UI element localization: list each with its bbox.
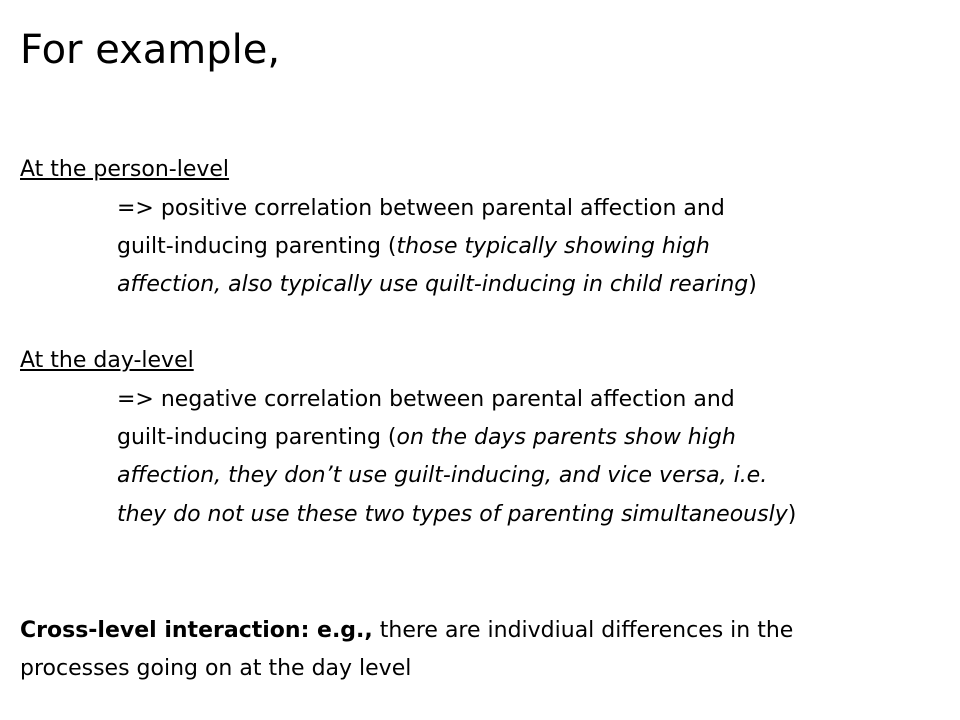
person-level-line-3 xyxy=(117,270,757,300)
person-level-heading: At the person-level xyxy=(20,157,230,182)
day-level-line-4-close: ) xyxy=(787,502,797,527)
slide-title: For example, xyxy=(20,27,281,73)
day-level-heading: At the day-level xyxy=(20,348,194,373)
person-level-line-3-italic: affection, also typically use quilt-inducing in child rearing xyxy=(117,272,749,297)
cross-level-line-1-text: there are indivdiual differences in the xyxy=(372,618,794,643)
day-level-line-3-italic: affection, they don’t use guilt-inducing, and vice versa, i.e. xyxy=(117,463,768,488)
cross-level-line-1 xyxy=(20,616,793,646)
person-level-line-2-italic: those typically showing high xyxy=(396,234,710,259)
person-level-line-2 xyxy=(117,232,710,262)
day-level-line-3 xyxy=(117,461,767,491)
person-level-line-1: => positive correlation between parental affection and xyxy=(117,196,725,221)
person-level-line-3-close: ) xyxy=(748,272,757,297)
cross-level-label: Cross-level interaction: e.g., xyxy=(20,618,373,643)
cross-level-line-2: processes going on at the day level xyxy=(20,656,412,681)
day-level-line-2-italic: on the days parents show high xyxy=(396,425,736,450)
day-level-line-2 xyxy=(117,423,736,453)
day-level-line-2-text: guilt-inducing parenting ( xyxy=(117,425,397,450)
person-level-line-2-text: guilt-inducing parenting ( xyxy=(117,234,397,259)
day-level-line-1: => negative correlation between parental affection and xyxy=(117,387,735,412)
day-level-line-4 xyxy=(117,500,796,530)
day-level-line-4-italic: they do not use these two types of parenting simultaneously xyxy=(117,502,788,527)
